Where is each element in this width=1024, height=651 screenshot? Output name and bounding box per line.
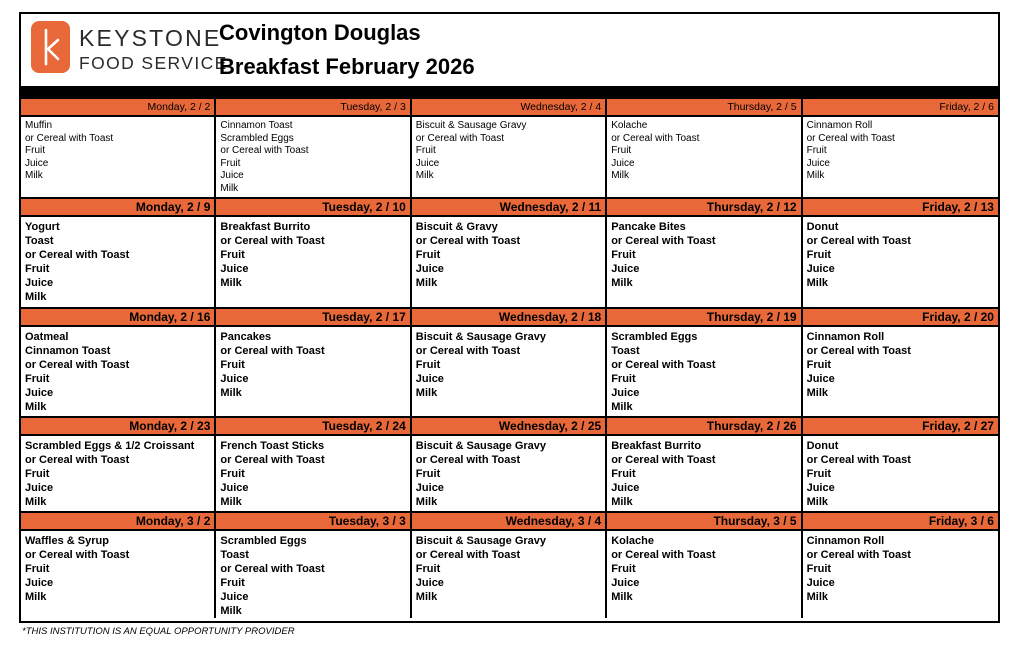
menu-item: or Cereal with Toast	[415, 454, 521, 466]
day-header: Monday, 3 / 2	[21, 513, 214, 531]
menu-items	[412, 117, 605, 197]
menu-item: Juice	[220, 263, 249, 275]
menu-item: or Cereal with Toast	[25, 359, 130, 371]
menu-item: Milk	[611, 591, 633, 603]
menu-items	[216, 117, 409, 197]
day-header: Tuesday, 2 / 24	[216, 418, 409, 436]
menu-item: Yogurt	[25, 221, 60, 233]
menu-item: Juice	[220, 373, 249, 385]
day-cell	[803, 513, 998, 618]
day-cell	[21, 309, 216, 418]
menu-item: Fruit	[220, 359, 245, 371]
menu-item: or Cereal with Toast	[220, 145, 309, 157]
menu-title: Breakfast February 2026	[219, 54, 475, 79]
menu-item: or Cereal with Toast	[25, 249, 130, 261]
menu-item: Donut	[806, 221, 839, 233]
day-header: Wednesday, 2 / 25	[412, 418, 605, 436]
menu-item: Milk	[415, 591, 438, 603]
day-cell	[216, 199, 411, 309]
day-header: Friday, 2 / 20	[803, 309, 998, 327]
day-header: Thursday, 3 / 5	[607, 513, 800, 531]
menu-item: or Cereal with Toast	[611, 454, 716, 466]
logo-tagline: FOOD SERVICE	[79, 53, 228, 73]
day-header: Thursday, 2 / 26	[607, 418, 800, 436]
menu-item: or Cereal with Toast	[611, 359, 716, 371]
menu-item: Toast	[220, 549, 249, 561]
menu-item: Juice	[415, 577, 444, 589]
menu-item: Juice	[415, 482, 444, 494]
menu-items	[412, 327, 605, 416]
menu-item: Juice	[415, 373, 444, 385]
menu-item: or Cereal with Toast	[25, 454, 130, 466]
day-cell	[803, 199, 998, 309]
menu-item: Cinnamon Toast	[220, 120, 293, 131]
menu-item: Scrambled Eggs & 1/2 Croissant	[25, 440, 195, 452]
menu-item: Milk	[25, 591, 47, 603]
menu-item: Toast	[611, 345, 640, 357]
menu-item: Fruit	[415, 359, 441, 371]
day-cell	[607, 309, 802, 418]
footer-disclaimer: *THIS INSTITUTION IS AN EQUAL OPPORTUNITY PROVIDER	[22, 626, 295, 637]
menu-item: Juice	[611, 482, 640, 494]
menu-item: Biscuit & Gravy	[415, 221, 498, 233]
menu-item: or Cereal with Toast	[611, 132, 700, 144]
menu-items	[216, 327, 409, 416]
menu-item: Milk	[25, 170, 43, 182]
day-header: Monday, 2 / 23	[21, 418, 214, 436]
menu-item: Milk	[25, 496, 47, 508]
menu-item: Fruit	[25, 468, 50, 480]
menu-item: Milk	[806, 496, 828, 508]
menu-item: or Cereal with Toast	[806, 345, 911, 357]
menu-item: Juice	[25, 277, 54, 289]
menu-item: Milk	[220, 605, 242, 617]
menu-item: Milk	[806, 591, 828, 603]
day-header: Thursday, 2 / 5	[607, 99, 800, 117]
menu-item: or Cereal with Toast	[415, 345, 521, 357]
day-header: Tuesday, 3 / 3	[216, 513, 409, 531]
day-cell	[21, 418, 216, 513]
day-cell	[412, 309, 607, 418]
menu-item: Milk	[611, 277, 633, 289]
menu-item: Juice	[220, 170, 244, 182]
menu-item: Juice	[415, 157, 440, 169]
menu-item: Toast	[25, 235, 54, 247]
day-cell	[803, 99, 998, 199]
day-cell	[21, 99, 216, 199]
k-logo-icon	[31, 21, 70, 73]
menu-item: Milk	[25, 401, 47, 413]
school-name: Covington Douglas	[219, 20, 421, 45]
menu-item: Scrambled Eggs	[220, 535, 307, 547]
menu-items	[412, 217, 605, 307]
menu-item: Milk	[220, 277, 242, 289]
menu-item: French Toast Sticks	[220, 440, 325, 452]
menu-items	[803, 327, 998, 416]
menu-item: or Cereal with Toast	[806, 549, 911, 561]
menu-item: or Cereal with Toast	[220, 454, 325, 466]
menu-item: Biscuit & Sausage Gravy	[415, 120, 527, 131]
menu-items	[607, 531, 800, 618]
menu-item: or Cereal with Toast	[415, 549, 521, 561]
menu-items	[803, 531, 998, 618]
menu-item: Juice	[806, 263, 835, 275]
menu-item: Juice	[220, 591, 249, 603]
day-cell	[803, 309, 998, 418]
menu-item: Fruit	[611, 563, 636, 575]
day-header: Tuesday, 2 / 10	[216, 199, 409, 217]
day-header: Tuesday, 2 / 17	[216, 309, 409, 327]
menu-item: Milk	[806, 387, 828, 399]
menu-items	[412, 531, 605, 618]
menu-item: Donut	[806, 440, 839, 452]
menu-item: Fruit	[806, 145, 827, 157]
menu-items	[216, 531, 409, 618]
menu-item: Juice	[25, 577, 54, 589]
menu-item: Milk	[415, 496, 438, 508]
menu-item: Pancakes	[220, 331, 272, 343]
menu-sheet	[19, 12, 1000, 623]
menu-item: or Cereal with Toast	[415, 235, 521, 247]
menu-item: Scrambled Eggs	[220, 132, 294, 144]
day-cell	[216, 418, 411, 513]
menu-item: or Cereal with Toast	[220, 345, 325, 357]
day-header: Wednesday, 2 / 4	[412, 99, 605, 117]
day-cell	[607, 418, 802, 513]
menu-item: Fruit	[25, 145, 45, 157]
day-header: Wednesday, 3 / 4	[412, 513, 605, 531]
menu-item: or Cereal with Toast	[25, 549, 130, 561]
menu-item: Milk	[25, 291, 47, 303]
day-cell	[412, 99, 607, 199]
menu-items	[21, 531, 214, 618]
day-cell	[607, 513, 802, 618]
menu-item: Cinnamon Roll	[806, 535, 885, 547]
menu-item: Fruit	[611, 373, 636, 385]
menu-item: or Cereal with Toast	[220, 563, 325, 575]
keystone-logo	[31, 21, 228, 75]
menu-item: or Cereal with Toast	[25, 132, 114, 144]
day-cell	[412, 418, 607, 513]
menu-item: Cinnamon Roll	[806, 120, 873, 131]
menu-item: or Cereal with Toast	[220, 235, 325, 247]
menu-calendar-grid	[21, 99, 998, 618]
menu-item: Cinnamon Roll	[806, 331, 885, 343]
menu-item: Kolache	[611, 120, 648, 131]
day-cell	[607, 99, 802, 199]
menu-item: Breakfast Burrito	[220, 221, 311, 233]
day-cell	[21, 199, 216, 309]
menu-item: Biscuit & Sausage Gravy	[415, 331, 547, 343]
menu-item: Cinnamon Toast	[25, 345, 111, 357]
menu-item: or Cereal with Toast	[806, 235, 911, 247]
day-header: Friday, 2 / 27	[803, 418, 998, 436]
menu-item: Juice	[25, 482, 54, 494]
menu-item: Pancake Bites	[611, 221, 686, 233]
menu-items	[803, 217, 998, 307]
day-header: Wednesday, 2 / 11	[412, 199, 605, 217]
menu-item: Fruit	[415, 468, 441, 480]
menu-items	[607, 217, 800, 307]
menu-item: Juice	[611, 387, 640, 399]
menu-item: Juice	[806, 482, 835, 494]
menu-items	[803, 117, 998, 197]
header-divider	[21, 86, 998, 99]
menu-item: Fruit	[220, 249, 245, 261]
menu-items	[412, 436, 605, 511]
menu-item: Fruit	[220, 577, 245, 589]
menu-item: or Cereal with Toast	[611, 235, 716, 247]
menu-item: Scrambled Eggs	[611, 331, 698, 343]
logo-wordmark: KEYSTONE	[79, 25, 222, 51]
menu-item: Milk	[611, 170, 629, 182]
menu-items	[607, 327, 800, 416]
menu-item: Fruit	[25, 373, 50, 385]
menu-item: Juice	[611, 577, 640, 589]
menu-items	[21, 436, 214, 511]
menu-item: Milk	[220, 496, 242, 508]
menu-item: Fruit	[415, 249, 441, 261]
menu-item: Breakfast Burrito	[611, 440, 702, 452]
menu-item: Milk	[611, 401, 633, 413]
day-cell	[803, 418, 998, 513]
menu-item: Fruit	[806, 563, 832, 575]
day-cell	[216, 99, 411, 199]
menu-items	[607, 117, 800, 197]
day-cell	[21, 513, 216, 618]
menu-item: Muffin	[25, 120, 53, 131]
day-cell	[607, 199, 802, 309]
menu-item: Biscuit & Sausage Gravy	[415, 440, 547, 452]
menu-item: Juice	[25, 157, 49, 169]
menu-item: Milk	[611, 496, 633, 508]
menu-items	[607, 436, 800, 511]
menu-item: Oatmeal	[25, 331, 69, 343]
menu-item: Juice	[611, 263, 640, 275]
menu-items	[216, 436, 409, 511]
day-header: Friday, 3 / 6	[803, 513, 998, 531]
day-header: Thursday, 2 / 12	[607, 199, 800, 217]
menu-item: Milk	[220, 387, 242, 399]
menu-items	[21, 217, 214, 307]
menu-item: Juice	[806, 373, 835, 385]
menu-item: Milk	[806, 277, 828, 289]
day-header: Wednesday, 2 / 18	[412, 309, 605, 327]
menu-item: Fruit	[415, 145, 436, 157]
menu-item: Fruit	[806, 249, 832, 261]
menu-item: Juice	[806, 577, 835, 589]
menu-item: Milk	[220, 182, 239, 194]
day-cell	[216, 513, 411, 618]
day-cell	[412, 513, 607, 618]
menu-item: Juice	[415, 263, 444, 275]
menu-item: Juice	[25, 387, 54, 399]
day-header: Friday, 2 / 6	[803, 99, 998, 117]
day-cell	[216, 309, 411, 418]
day-header: Monday, 2 / 9	[21, 199, 214, 217]
menu-item: Kolache	[611, 535, 654, 547]
menu-item: Juice	[220, 482, 249, 494]
day-cell	[412, 199, 607, 309]
menu-item: Fruit	[611, 249, 636, 261]
menu-item: Fruit	[806, 468, 832, 480]
menu-item: Fruit	[611, 145, 632, 157]
menu-item: Milk	[415, 170, 434, 182]
menu-item: Fruit	[25, 563, 50, 575]
menu-item: Milk	[415, 277, 438, 289]
menu-item: Juice	[806, 157, 830, 169]
menu-item: Fruit	[611, 468, 636, 480]
menu-item: Fruit	[25, 263, 50, 275]
menu-item: Biscuit & Sausage Gravy	[415, 535, 547, 547]
menu-item: or Cereal with Toast	[806, 132, 895, 144]
menu-item: Fruit	[220, 157, 241, 169]
day-header: Monday, 2 / 2	[21, 99, 214, 117]
menu-item: Waffles & Syrup	[25, 535, 109, 547]
menu-items	[21, 327, 214, 416]
menu-item: or Cereal with Toast	[415, 132, 504, 144]
day-header: Thursday, 2 / 19	[607, 309, 800, 327]
menu-item: Juice	[611, 157, 635, 169]
menu-item: Fruit	[806, 359, 832, 371]
menu-item: Milk	[415, 387, 438, 399]
day-header: Friday, 2 / 13	[803, 199, 998, 217]
menu-items	[21, 117, 214, 197]
menu-item: Fruit	[220, 468, 245, 480]
menu-items	[216, 217, 409, 307]
menu-item: Milk	[806, 170, 825, 182]
header	[21, 14, 998, 86]
day-header: Tuesday, 2 / 3	[216, 99, 409, 117]
day-header: Monday, 2 / 16	[21, 309, 214, 327]
menu-item: or Cereal with Toast	[611, 549, 716, 561]
menu-items	[803, 436, 998, 511]
menu-item: Fruit	[415, 563, 441, 575]
menu-item: or Cereal with Toast	[806, 454, 911, 466]
